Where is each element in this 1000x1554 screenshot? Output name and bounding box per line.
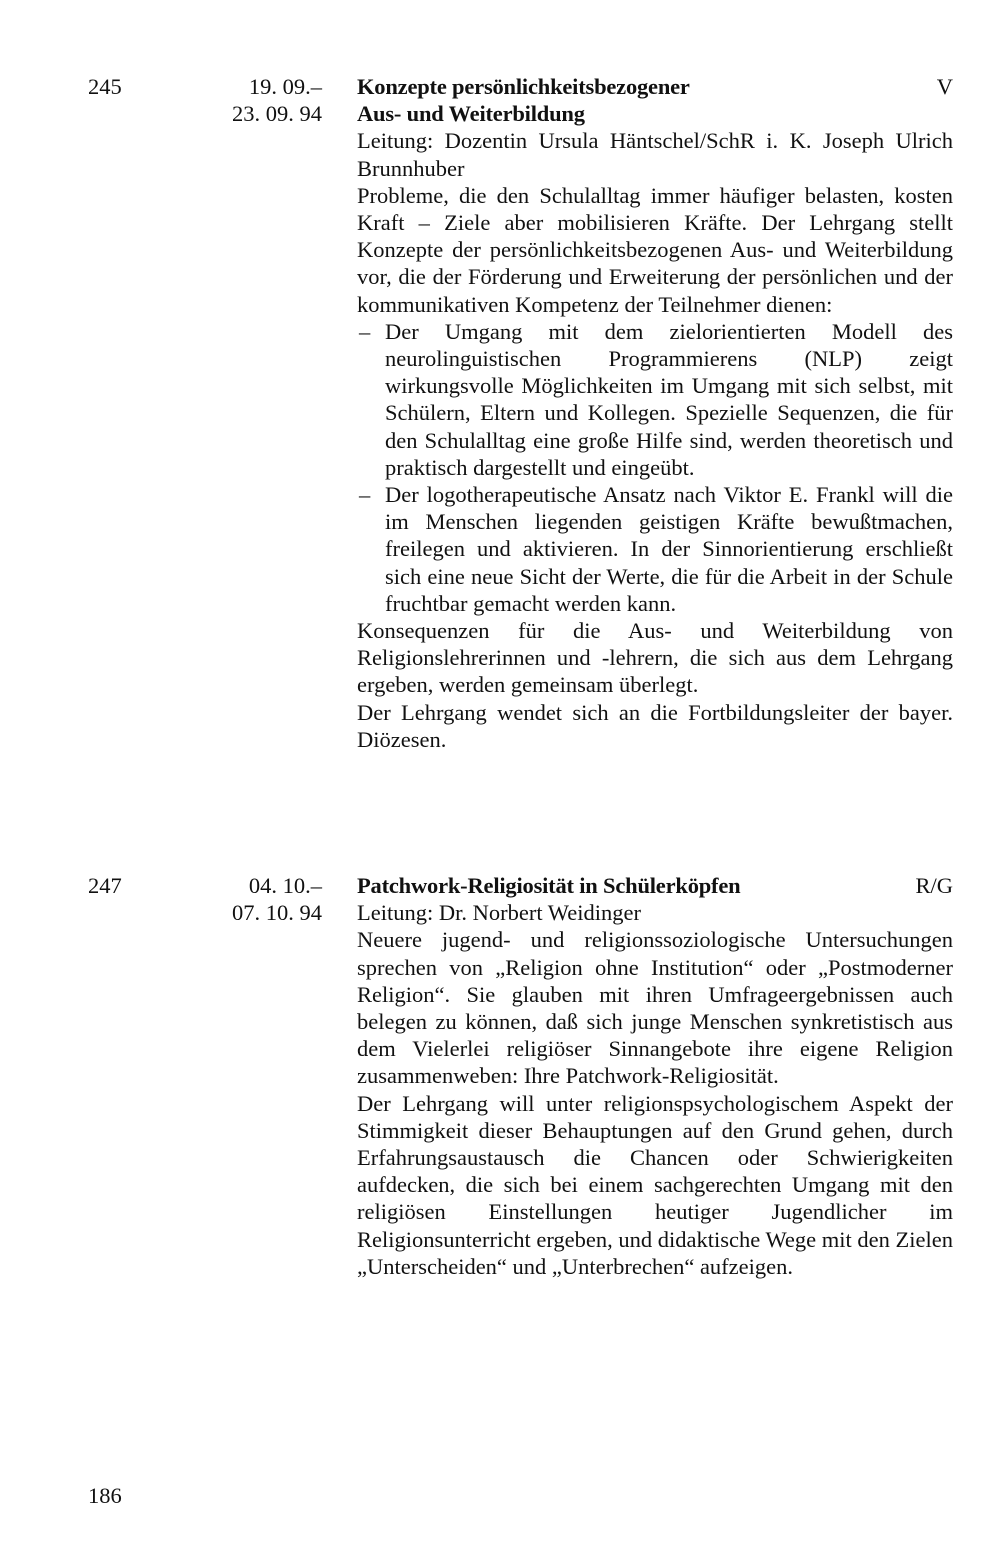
course-category: R/G bbox=[915, 873, 953, 898]
course-title-line-1: Konzepte persönlichkeitsbezogener bbox=[357, 74, 690, 99]
course-content bbox=[357, 872, 953, 1280]
course-title: Patchwork-Religiosität in Schülerköpfen bbox=[357, 873, 741, 898]
list-item: – Der Umgang mit dem zielorientierten Modell des neurolinguistischen Programmierens (NLP) zeigt wirkungsvolle Möglichkeiten im Umgang mit sich selbst, mit Schülern, Eltern und Kollegen. Spezielle Sequenzen, die für den Schulalltag eine große Hilfe sind, werden theoretisch und praktisch dargestellt und eingeübt. bbox=[357, 318, 953, 481]
course-category: V bbox=[936, 74, 953, 99]
course-intro: Probleme, die den Schulalltag immer häufiger belasten, kosten Kraft – Ziele aber mobilisieren Kräfte. Der Lehrgang stellt Konzepte der persönlichkeitsbezogenen Aus- und Weiterbildung vor, die der Förderung und Erweiterung der persönlichen und der kommunikativen Kompetenz der Teilnehmer dienen: bbox=[357, 182, 953, 317]
course-number: 245 bbox=[88, 74, 122, 99]
date-start: 19. 09.– bbox=[248, 74, 322, 99]
course-dates bbox=[172, 73, 322, 127]
course-closing-paragraph: Konsequenzen für die Aus- und Weiterbildung von Religionslehrerinnen und -lehrern, die sich aus dem Lehrgang ergeben, werden gemeinsam überlegt. bbox=[357, 618, 953, 698]
page-number: 186 bbox=[88, 1483, 122, 1508]
course-title-line-2: Aus- und Weiterbildung bbox=[357, 101, 585, 127]
course-paragraph-1: Neuere jugend- und religionssoziologische Untersuchungen sprechen von „Religion ohne Institution“ oder „Postmoderner Religion“. Sie glauben mit ihren Umfrageergebnissen auch belegen zu können, daß sich junge Menschen synkretistisch aus dem Vielerlei religiöser Sinnangebote ihre eigene Religion zusammenweben: Ihre Patchwork-Religiosität. bbox=[357, 927, 953, 1089]
course-content bbox=[357, 73, 953, 753]
course-title-row bbox=[357, 73, 953, 100]
date-end: 07. 10. 94 bbox=[232, 900, 322, 926]
course-audience-note: Der Lehrgang wendet sich an die Fortbildungsleiter der bayer. Diözesen. bbox=[357, 699, 953, 752]
course-leitung: Leitung: Dr. Norbert Weidinger bbox=[357, 900, 641, 926]
course-title-row bbox=[357, 872, 953, 899]
course-number: 247 bbox=[88, 873, 122, 898]
date-end: 23. 09. 94 bbox=[232, 101, 322, 127]
date-start: 04. 10.– bbox=[248, 873, 322, 898]
course-bullet-list bbox=[357, 318, 953, 617]
course-paragraph-2: Der Lehrgang will unter religionspsychologischem Aspekt der Stimmigkeit dieser Behauptungen auf den Grund gehen, durch Erfahrungsaustausch die Chancen oder Schwierigkeiten aufdecken, die sich bei einem sachgerechten Umgang mit den religiösen Einstellungen heutiger Jugendlicher im Religionsunterricht ergeben, und didaktische Wege mit den Zielen „Unterscheiden“ und „Unterbrechen“ aufzeigen. bbox=[357, 1090, 953, 1279]
course-leitung: Leitung: Dozentin Ursula Häntschel/SchR i. K. Joseph Ulrich Brunnhuber bbox=[357, 128, 953, 181]
course-dates bbox=[172, 872, 322, 926]
list-item: – Der logotherapeutische Ansatz nach Viktor E. Frankl will die im Menschen liegenden geistigen Kräfte bewußtmachen, freilegen und aktivieren. In der Sinnorientierung erschließt sich eine neue Sicht der Werte, die für die Arbeit in der Schule fruchtbar gemacht werden kann. bbox=[357, 481, 953, 617]
